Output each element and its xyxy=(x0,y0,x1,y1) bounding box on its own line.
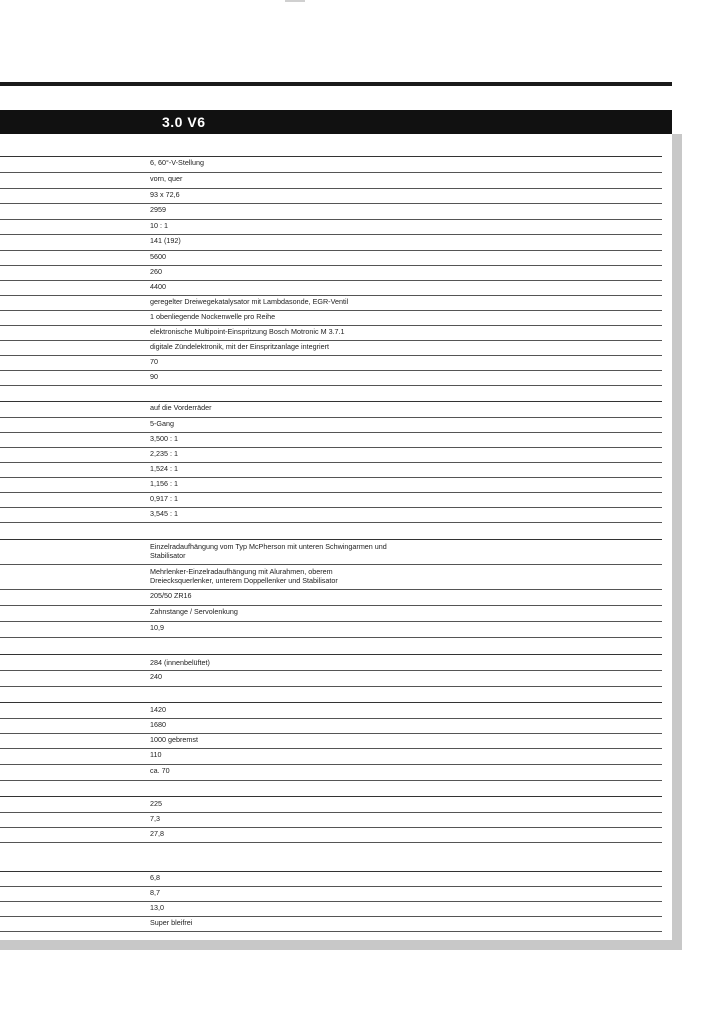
row-rule xyxy=(0,670,662,671)
model-title: 3.0 V6 xyxy=(162,114,206,130)
spec-value: 110 xyxy=(150,750,162,759)
row-rule xyxy=(0,370,662,371)
section-rule xyxy=(0,401,662,402)
spec-value: 1000 gebremst xyxy=(150,735,198,744)
spec-value: 70 xyxy=(150,357,158,366)
row-rule xyxy=(0,780,662,781)
row-rule xyxy=(0,507,662,508)
spec-value: 8,7 xyxy=(150,888,160,897)
spec-value: 3,500 : 1 xyxy=(150,434,178,443)
row-rule xyxy=(0,621,662,622)
top-rule xyxy=(0,82,672,86)
spec-value: 240 xyxy=(150,672,162,681)
row-rule xyxy=(0,931,662,932)
spec-value: Zahnstange / Servolenkung xyxy=(150,607,238,616)
row-rule xyxy=(0,748,662,749)
row-rule xyxy=(0,477,662,478)
row-rule xyxy=(0,564,662,565)
row-rule xyxy=(0,325,662,326)
section-rule xyxy=(0,156,662,157)
table-shadow-right xyxy=(672,134,682,950)
row-rule xyxy=(0,203,662,204)
row-rule xyxy=(0,462,662,463)
row-rule xyxy=(0,188,662,189)
row-rule xyxy=(0,265,662,266)
section-rule xyxy=(0,796,662,797)
row-rule xyxy=(0,447,662,448)
spec-value: 93 x 72,6 xyxy=(150,190,180,199)
spec-value: Mehrlenker-Einzelradaufhängung mit Alurahmen, oberem Dreiecksquerlenker, unterem Doppellenker und Stabilisator xyxy=(150,567,338,585)
spec-value: 141 (192) xyxy=(150,236,181,245)
row-rule xyxy=(0,764,662,765)
spec-value: Super bleifrei xyxy=(150,918,193,927)
spec-value: 6, 60°-V-Stellung xyxy=(150,158,205,167)
spec-value: 284 (innenbelüftet) xyxy=(150,658,210,667)
section-rule xyxy=(0,539,662,540)
spec-value: 0,917 : 1 xyxy=(150,494,178,503)
row-rule xyxy=(0,355,662,356)
spec-value: 1420 xyxy=(150,705,166,714)
scan-smudge xyxy=(285,0,305,2)
row-rule xyxy=(0,340,662,341)
row-rule xyxy=(0,280,662,281)
spec-value: 6,8 xyxy=(150,873,160,882)
spec-value: 1680 xyxy=(150,720,166,729)
row-rule xyxy=(0,250,662,251)
spec-value: 1,156 : 1 xyxy=(150,479,178,488)
row-rule xyxy=(0,432,662,433)
row-rule xyxy=(0,589,662,590)
row-rule xyxy=(0,718,662,719)
spec-value: ca. 70 xyxy=(150,766,170,775)
row-rule xyxy=(0,886,662,887)
spec-value: 5600 xyxy=(150,252,166,261)
row-rule xyxy=(0,492,662,493)
table-shadow-bottom xyxy=(0,940,682,950)
spec-value: 225 xyxy=(150,799,162,808)
spec-value: digitale Zündelektronik, mit der Einspritzanlage integriert xyxy=(150,342,329,351)
row-rule xyxy=(0,295,662,296)
spec-value: 90 xyxy=(150,372,158,381)
row-rule xyxy=(0,234,662,235)
section-rule xyxy=(0,702,662,703)
spec-value: auf die Vorderräder xyxy=(150,403,212,412)
spec-value: 13,0 xyxy=(150,903,164,912)
spec-value: 205/50 ZR16 xyxy=(150,591,192,600)
row-rule xyxy=(0,219,662,220)
spec-value: vorn, quer xyxy=(150,174,183,183)
spec-value: 1,524 : 1 xyxy=(150,464,178,473)
spec-value: 2959 xyxy=(150,205,166,214)
row-rule xyxy=(0,842,662,843)
section-rule xyxy=(0,654,662,655)
spec-value: 2,235 : 1 xyxy=(150,449,178,458)
spec-value: 4400 xyxy=(150,282,166,291)
spec-value: elektronische Multipoint-Einspritzung Bosch Motronic M 3.7.1 xyxy=(150,327,345,336)
column-header-bar xyxy=(0,110,672,134)
spec-value: 10 : 1 xyxy=(150,221,168,230)
row-rule xyxy=(0,310,662,311)
row-rule xyxy=(0,172,662,173)
spec-value: 10,9 xyxy=(150,623,164,632)
spec-value: 27,8 xyxy=(150,829,164,838)
row-rule xyxy=(0,916,662,917)
spec-table xyxy=(0,134,672,940)
row-rule xyxy=(0,605,662,606)
row-rule xyxy=(0,417,662,418)
row-rule xyxy=(0,637,662,638)
spec-value: 260 xyxy=(150,267,162,276)
spec-value: 5-Gang xyxy=(150,419,174,428)
row-rule xyxy=(0,522,662,523)
spec-value: Einzelradaufhängung vom Typ McPherson mit unteren Schwingarmen und Stabilisator xyxy=(150,542,387,560)
row-rule xyxy=(0,901,662,902)
spec-value: 1 obenliegende Nockenwelle pro Reihe xyxy=(150,312,276,321)
section-rule xyxy=(0,871,662,872)
row-rule xyxy=(0,385,662,386)
spec-value: 7,3 xyxy=(150,814,160,823)
row-rule xyxy=(0,686,662,687)
spec-value: 3,545 : 1 xyxy=(150,509,178,518)
spec-value: geregelter Dreiwegekatalysator mit Lambdasonde, EGR-Ventil xyxy=(150,297,349,306)
row-rule xyxy=(0,733,662,734)
row-rule xyxy=(0,812,662,813)
row-rule xyxy=(0,827,662,828)
